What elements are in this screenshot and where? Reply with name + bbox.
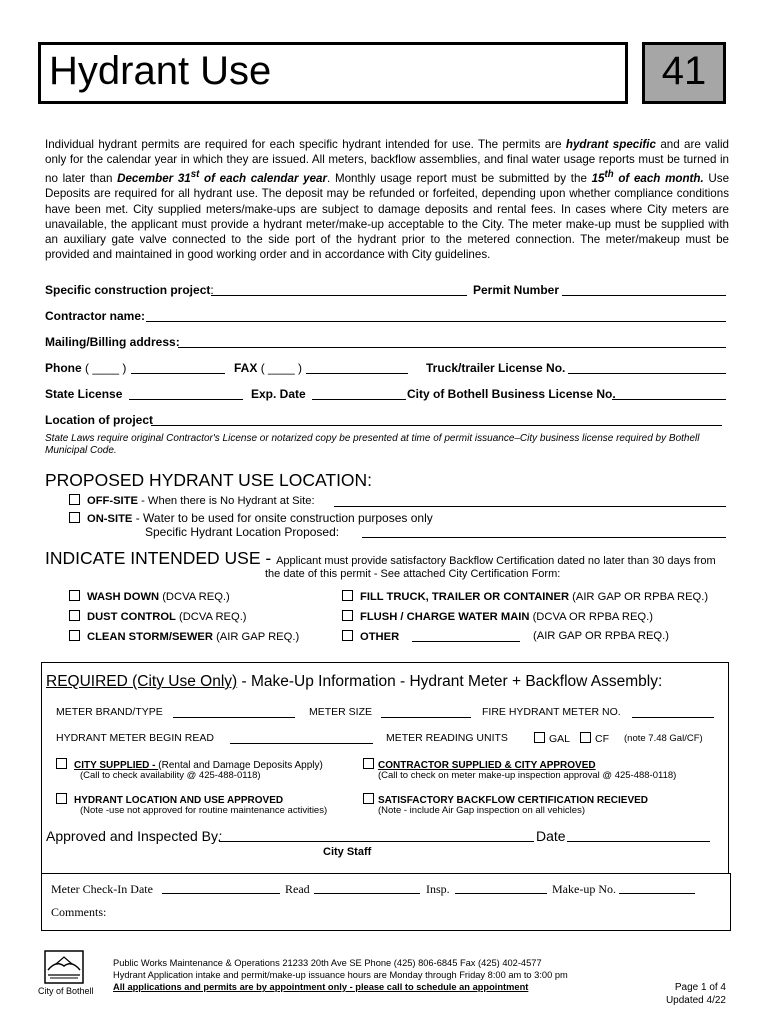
offsite-checkbox[interactable] — [69, 494, 80, 505]
date-label: Date — [536, 828, 566, 844]
fax-row — [234, 361, 302, 375]
meter-brand-field[interactable] — [173, 706, 295, 718]
backflow-checkbox[interactable] — [363, 793, 374, 804]
cf-checkbox[interactable] — [580, 732, 591, 743]
approved-field[interactable] — [219, 830, 534, 842]
location-field[interactable] — [151, 414, 722, 426]
hydrant-loc-sub: (Note -use not approved for routine maintenance activities) — [80, 805, 328, 816]
approved-label: Approved and Inspected By — [46, 828, 219, 844]
approved-colon: : — [218, 828, 222, 844]
dust-control-label: DUST CONTROL — [87, 611, 176, 623]
read-label: Read — [285, 882, 310, 896]
city-staff-label: City Staff — [323, 846, 372, 858]
date-field[interactable] — [567, 830, 710, 842]
units-label: METER READING UNITS — [386, 732, 508, 744]
onsite-row — [69, 511, 433, 525]
dust-control-row — [69, 610, 247, 623]
phone-row — [45, 361, 126, 375]
intro-text: Use Deposits are required for all hydrant use. The deposit may be refunded or forfeited, depending upon whether compliance conditions have been met. City supplied meters/make-ups are subject to damage deposits and rental fees. In cases where City meters are unavailable, the applicant must provide a hydrant meter/make-up acceptable to the City. The meter make-up must be supplied with an auxiliary gate valve connected to the side port of the hydrant prior to the metered connection. The meter/makeup must be provided and maintained in good working order and in accordance with City guidelines. — [45, 172, 730, 262]
city-supplied-checkbox[interactable] — [56, 758, 67, 769]
clean-storm-checkbox[interactable] — [69, 630, 80, 641]
intro-paragraph — [45, 137, 729, 262]
proposed-heading: PROPOSED HYDRANT USE LOCATION: — [45, 470, 373, 490]
fill-truck-req: (AIR GAP OR RPBA REQ.) — [569, 591, 709, 603]
fill-truck-checkbox[interactable] — [342, 590, 353, 601]
intro-text: Individual hydrant permits are required for each specific hydrant intended for use. The permits are — [45, 138, 566, 151]
meter-size-label: METER SIZE — [309, 706, 373, 718]
intended-note: Applicant must provide satisfactory Backflow Certification dated no later than 30 days from — [276, 555, 716, 567]
other-label: OTHER — [360, 631, 400, 643]
fax-label: FAX — [234, 361, 258, 375]
page-title: Hydrant Use — [49, 49, 272, 93]
intended-heading-row — [45, 548, 716, 569]
wash-down-checkbox[interactable] — [69, 590, 80, 601]
begin-read-field[interactable] — [230, 732, 373, 744]
hydrant-loc-label: HYDRANT LOCATION AND USE APPROVED — [74, 795, 284, 806]
footer-line-2: Hydrant Application intake and permit/make-up issuance hours are Monday through Friday 8:00 am to 3:00 pm — [113, 970, 568, 980]
city-license-field[interactable] — [612, 388, 726, 400]
colon: : — [210, 283, 214, 297]
title-box — [38, 42, 628, 104]
footer-line-1: Public Works Maintenance & Operations 21233 20th Ave SE Phone (425) 806-6845 Fax (425) 402-4577 — [113, 958, 542, 968]
offsite-text: - When there is No Hydrant at Site: — [137, 495, 315, 507]
intro-text: and are valid only for the calendar year in which they are issued. All meters, backflow assemblies, and final water usage reports must be turned in no later than — [45, 138, 730, 186]
city-logo-icon — [42, 948, 86, 988]
city-supplied-label: CITY SUPPLIED - — [74, 760, 159, 771]
intro-text: . Monthly usage report must be submitted by the — [327, 172, 592, 186]
specific-location-field[interactable] — [362, 526, 726, 538]
logo-text: City of Bothell — [38, 986, 94, 996]
fire-meter-label: FIRE HYDRANT METER NO. — [482, 706, 621, 718]
section-number-box — [642, 42, 726, 104]
other-row — [342, 630, 399, 643]
updated-date: Updated 4/22 — [665, 995, 726, 1006]
project-label: Specific construction project — [45, 283, 211, 297]
backflow-label: SATISFACTORY BACKFLOW CERTIFICATION RECIEVED — [378, 795, 649, 806]
hydrant-loc-checkbox[interactable] — [56, 793, 67, 804]
dust-control-checkbox[interactable] — [69, 610, 80, 621]
contractor-supplied-sub: (Call to check on meter make-up inspection approval @ 425-488-0118) — [378, 770, 677, 781]
offsite-label: OFF-SITE — [87, 495, 138, 507]
truck-field[interactable] — [568, 362, 726, 374]
permit-field[interactable] — [562, 284, 726, 296]
meter-size-field[interactable] — [381, 706, 471, 718]
comments-label: Comments: — [51, 905, 107, 919]
intro-emphasis: December 31 — [117, 172, 191, 186]
required-heading-colon: : — [657, 673, 663, 690]
contractor-field[interactable] — [146, 310, 726, 322]
backflow-sub: (Note - include Air Gap inspection on all vehicles) — [378, 805, 585, 816]
footer-line-3: All applications and permits are by appointment only - please call to schedule an appointment — [113, 982, 529, 992]
phone-area: ( ____ ) — [85, 361, 127, 375]
cf-note: (note 7.48 Gal/CF) — [624, 733, 703, 744]
checkin-field[interactable] — [162, 882, 280, 894]
required-heading-rest: - Make-Up Information - Hydrant Meter + Backflow Assembly — [237, 673, 658, 690]
fire-meter-field[interactable] — [632, 706, 714, 718]
location-label: Location of project — [45, 413, 153, 427]
state-law-note: State Laws require original Contractor's License or notarized copy be presented at time of permit issuance–City business license required by Bothell Municipal Code. — [45, 433, 700, 456]
contractor-label: Contractor name: — [45, 309, 146, 323]
fax-area: ( ____ ) — [260, 361, 303, 375]
intro-emphasis: of each calendar year — [199, 172, 328, 186]
other-field[interactable] — [412, 630, 520, 642]
meter-brand-label: METER BRAND/TYPE — [56, 706, 163, 718]
approved-row — [46, 828, 222, 844]
insp-field[interactable] — [455, 882, 547, 894]
clean-storm-row — [69, 630, 299, 643]
phone-field[interactable] — [131, 362, 225, 374]
permit-label: Permit Number — [473, 283, 560, 297]
flush-main-row — [342, 610, 653, 623]
phone-label: Phone — [45, 361, 82, 375]
required-heading-underlined: REQUIRED (City Use Only) — [46, 673, 238, 690]
wash-down-req: (DCVA REQ.) — [159, 591, 230, 603]
city-license-label: City of Bothell Business License No. — [407, 387, 616, 401]
begin-read-label: HYDRANT METER BEGIN READ — [56, 732, 214, 744]
intro-emphasis: of each month. — [613, 172, 704, 186]
flush-main-label: FLUSH / CHARGE WATER MAIN — [360, 611, 530, 623]
onsite-label: ON-SITE — [87, 513, 133, 525]
section-number: 41 — [661, 49, 707, 93]
offsite-field[interactable] — [334, 495, 726, 507]
wash-down-row — [69, 590, 230, 603]
state-license-field[interactable] — [129, 388, 243, 400]
checkin-label: Meter Check-In Date — [51, 882, 153, 896]
city-supplied-rest: (Rental and Damage Deposits Apply) — [158, 760, 323, 771]
contractor-supplied-checkbox[interactable] — [363, 758, 374, 769]
intro-emphasis: hydrant specific — [565, 138, 656, 151]
makeup-field[interactable] — [619, 882, 695, 894]
fax-field[interactable] — [306, 362, 408, 374]
page-number: Page 1 of 4 — [674, 982, 726, 993]
onsite-checkbox[interactable] — [69, 512, 80, 523]
required-heading — [46, 673, 662, 691]
clean-storm-label: CLEAN STORM/SEWER — [87, 631, 213, 643]
dust-control-req: (DCVA REQ.) — [175, 611, 247, 623]
fill-truck-row — [342, 590, 708, 603]
project-field[interactable] — [211, 284, 467, 296]
gal-checkbox[interactable] — [534, 732, 545, 743]
intro-emphasis: 15 — [591, 172, 605, 186]
city-logo — [42, 948, 86, 988]
other-checkbox[interactable] — [342, 630, 353, 641]
mailing-label: Mailing/Billing address: — [45, 335, 180, 349]
other-req: (AIR GAP OR RPBA REQ.) — [533, 630, 669, 642]
project-row — [45, 283, 214, 297]
read-field[interactable] — [314, 882, 420, 894]
cf-label: CF — [595, 733, 609, 745]
wash-down-label: WASH DOWN — [87, 591, 160, 603]
offsite-row — [69, 494, 315, 507]
insp-label: Insp. — [426, 882, 450, 896]
clean-storm-req: (AIR GAP REQ.) — [212, 631, 300, 643]
makeup-label: Make-up No. — [552, 882, 616, 896]
gal-row — [534, 732, 570, 745]
intended-heading: INDICATE INTENDED USE - — [45, 548, 277, 568]
truck-label: Truck/trailer License No. — [426, 361, 566, 375]
contractor-supplied-label: CONTRACTOR SUPPLIED & CITY APPROVED — [378, 760, 596, 771]
fill-truck-label: FILL TRUCK, TRAILER OR CONTAINER — [360, 591, 570, 603]
flush-main-req: (DCVA OR RPBA REQ.) — [529, 611, 653, 623]
onsite-text: - Water to be used for onsite construction purposes only — [132, 511, 433, 525]
exp-date-field[interactable] — [312, 388, 406, 400]
state-license-label: State License — [45, 387, 123, 401]
mailing-field[interactable] — [178, 336, 726, 348]
city-supplied-sub: (Call to check availability @ 425-488-0118) — [80, 770, 261, 781]
exp-date-label: Exp. Date — [251, 387, 306, 401]
flush-main-checkbox[interactable] — [342, 610, 353, 621]
intended-note-2: the date of this permit - See attached City Certification Form: — [265, 568, 561, 580]
gal-label: GAL — [549, 733, 571, 745]
intro-sup: th — [604, 169, 614, 181]
intro-sup: st — [190, 169, 200, 181]
specific-location-label: Specific Hydrant Location Proposed: — [145, 525, 340, 539]
cf-row — [580, 732, 609, 745]
